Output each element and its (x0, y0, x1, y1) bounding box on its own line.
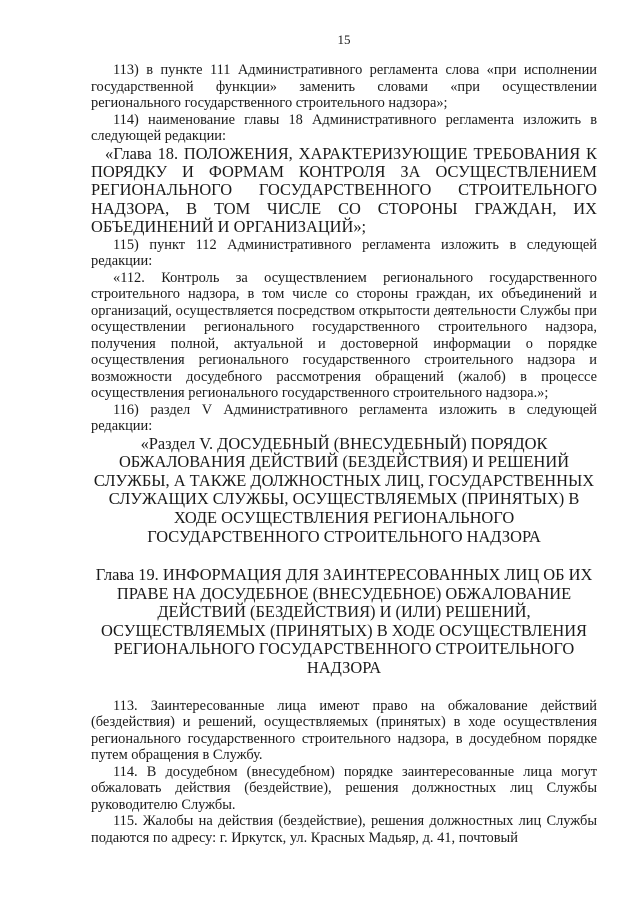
amendment-116: 116) раздел V Административного регламента изложить в следующей редакции: (91, 401, 597, 435)
chapter-18-title-quote: «Глава 18. ПОЛОЖЕНИЯ, ХАРАКТЕРИЗУЮЩИЕ ТРЕБОВАНИЯ К ПОРЯДКУ И ФОРМАМ КОНТРОЛЯ ЗА ОСУЩЕСТВЛЕНИЕМ РЕГИОНАЛЬНОГО ГОСУДАРСТВЕННОГО СТРОИТЕЛЬНОГО НАДЗОРА, В ТОМ ЧИСЛЕ СО СТОРОНЫ ГРАЖДАН, ИХ ОБЪЕДИНЕНИЙ И ОРГАНИЗАЦИЙ»; (91, 143, 597, 237)
page-number: 15 (337, 32, 351, 47)
point-113: 113. Заинтересованные лица имеют право на обжалование действий (бездействия) и решений, осуществляемых (принятых) в ходе осуществления регионального государственного строительного надзора, в досудебном порядке путем обращения в Службу. (91, 697, 597, 764)
chapter-19-heading: Глава 19. ИНФОРМАЦИЯ ДЛЯ ЗАИНТЕРЕСОВАННЫХ ЛИЦ ОБ ИХ ПРАВЕ НА ДОСУДЕБНОЕ (ВНЕСУДЕБНОЕ) ОБЖАЛОВАНИЕ ДЕЙСТВИЙ (БЕЗДЕЙСТВИЯ) И (ИЛИ) РЕШЕНИЙ, ОСУЩЕСТВЛЯЕМЫХ (ПРИНЯТЫХ) В ХОДЕ ОСУЩЕСТВЛЕНИЯ РЕГИОНАЛЬНОГО ГОСУДАРСТВЕННОГО СТРОИТЕЛЬНОГО НАДЗОРА (95, 565, 593, 678)
section-5-heading: «Раздел V. ДОСУДЕБНЫЙ (ВНЕСУДЕБНЫЙ) ПОРЯДОК ОБЖАЛОВАНИЯ ДЕЙСТВИЙ (БЕЗДЕЙСТВИЯ) И РЕШЕНИЙ СЛУЖБЫ, А ТАКЖЕ ДОЛЖНОСТНЫХ ЛИЦ, ГОСУДАРСТВЕННЫХ СЛУЖАЩИХ СЛУЖБЫ, ОСУЩЕСТВЛЯЕМЫХ (ПРИНЯТЫХ) В ХОДЕ ОСУЩЕСТВЛЕНИЯ РЕГИОНАЛЬНОГО ГОСУДАРСТВЕННОГО СТРОИТЕЛЬНОГО НАДЗОРА (93, 433, 595, 546)
point-114: 114. В досудебном (внесудебном) порядке заинтересованные лица могут обжаловать действия (бездействие), решения должностных лиц Службы руководителю Службы. (91, 763, 597, 813)
document-page (91, 32, 597, 846)
spacer (91, 678, 597, 698)
amendment-115: 115) пункт 112 Административного регламента изложить в следующей редакции: (91, 236, 597, 270)
amendment-113: 113) в пункте 111 Административного регламента слова «при исполнении государственной функции» заменить словами «при осуществлении регионального государственного строительного надзора»; (91, 62, 597, 111)
point-115: 115. Жалобы на действия (бездействие), решения должностных лиц Службы подаются по адресу: г. Иркутск, ул. Красных Мадьяр, д. 41, почтовый (91, 813, 597, 846)
point-112-quote: «112. Контроль за осуществлением регионального государственного строительного надзора, в том числе со стороны граждан, их объединений и организаций, осуществляется посредством открытости деятельности Службы при осуществлении регионального государственного строительного надзора, получения полной, актуальной и достоверной информации о порядке осуществления регионального государственного строительного надзора и возможности досудебного рассмотрения обращений (жалоб) в процессе осуществления регионального государственного строительного надзора.»; (91, 269, 597, 402)
amendment-114: 114) наименование главы 18 Административного регламента изложить в следующей редакции: (91, 111, 597, 144)
